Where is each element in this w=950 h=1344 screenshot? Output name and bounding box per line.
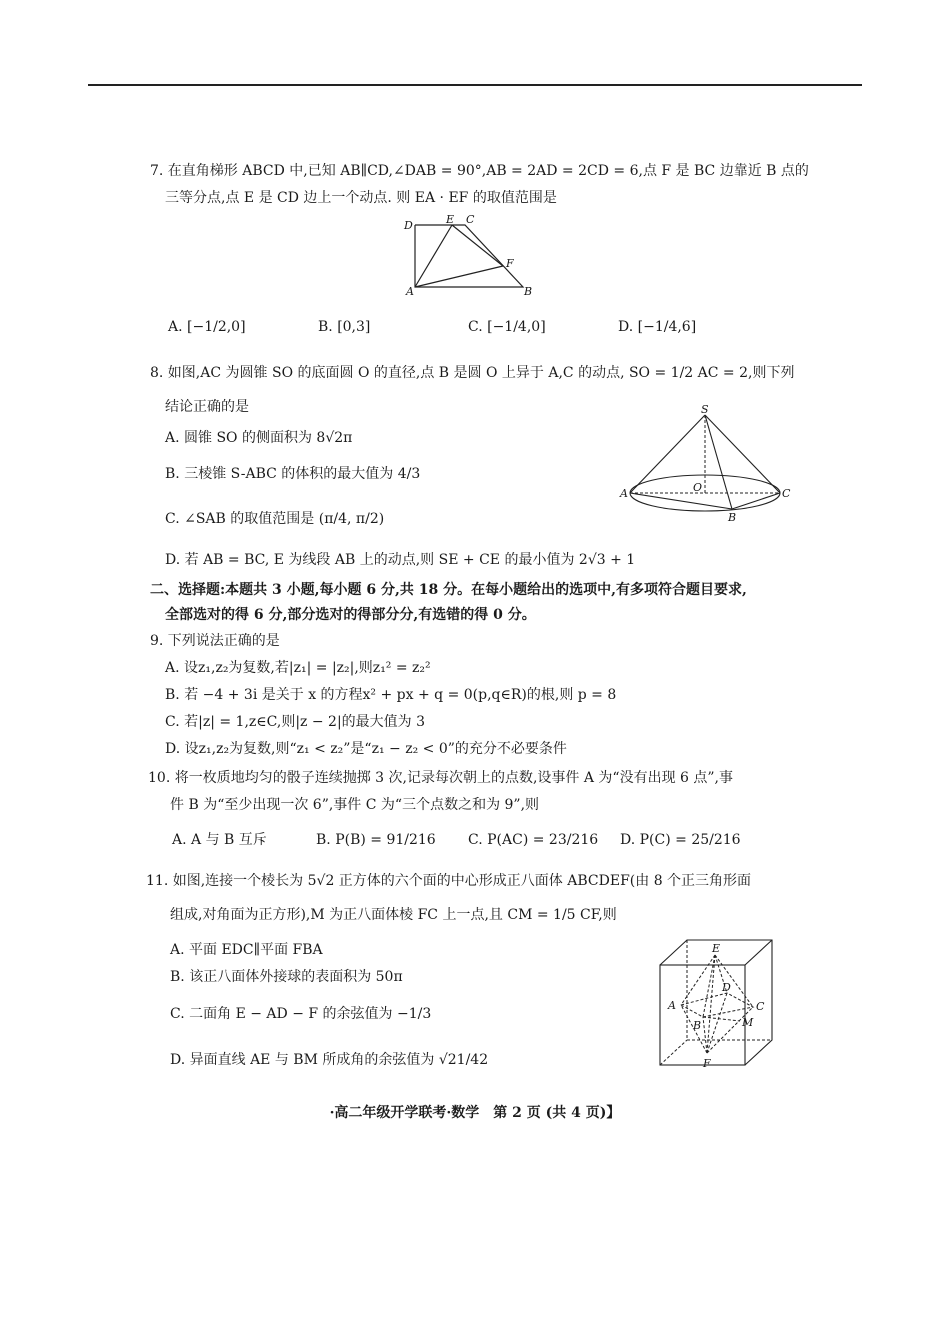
q11-label-m: M — [742, 1016, 754, 1029]
q10-option-d: D. P(C) = 25/216 — [620, 832, 741, 848]
q7-label-f: F — [506, 257, 514, 270]
q11-label-a: A — [668, 999, 676, 1012]
q7-line1: 7. 在直角梯形 ABCD 中,已知 AB∥CD,∠DAB = 90°,AB = 2AD = 2CD = 6,点 F 是 BC 边靠近 B 点的 — [150, 163, 809, 179]
q7-option-d: D. [−1/4,6] — [618, 319, 697, 335]
q11-line1: 11. 如图,连接一个棱长为 5√2 正方体的六个面的中心形成正八面体 ABCDEF(由 8 个正三角形面 — [146, 873, 752, 889]
q8-line1: 8. 如图,AC 为圆锥 SO 的底面圆 O 的直径,点 B 是圆 O 上异于 A,C 的动点, SO = 1/2 AC = 2,则下列 — [150, 365, 795, 381]
q10-line2: 件 B 为“至少出现一次 6”,事件 C 为“三个点数之和为 9”,则 — [170, 797, 540, 813]
q11-option-c: C. 二面角 E − AD − F 的余弦值为 −1/3 — [170, 1006, 432, 1022]
q11-label-f: F — [703, 1057, 711, 1070]
q7-option-a: A. [−1/2,0] — [168, 319, 246, 335]
q8-option-d: D. 若 AB = BC, E 为线段 AB 上的动点,则 SE + CE 的最小值为 2√3 + 1 — [165, 552, 636, 568]
q10-option-b: B. P(B) = 91/216 — [316, 832, 436, 848]
q11-option-a: A. 平面 EDC∥平面 FBA — [170, 942, 323, 958]
page-footer: ·高二年级开学联考·数学 第 2 页 (共 4 页)】 — [329, 1105, 621, 1121]
section2-line1: 二、选择题:本题共 3 小题,每小题 6 分,共 18 分。在每小题给出的选项中,有多项符合题目要求, — [150, 582, 747, 598]
q7-label-b: B — [524, 285, 533, 298]
q7-option-b: B. [0,3] — [318, 319, 371, 335]
q8-label-b: B — [728, 511, 737, 524]
top-rule — [88, 84, 862, 86]
q8-line2: 结论正确的是 — [165, 399, 249, 415]
section2-line2: 全部选对的得 6 分,部分选对的得部分分,有选错的得 0 分。 — [165, 607, 536, 623]
q10-line1: 10. 将一枚质地均匀的骰子连续抛掷 3 次,记录每次朝上的点数,设事件 A 为“没有出现 6 点”,事 — [148, 770, 734, 786]
q11-octahedron-cube-figure — [655, 935, 785, 1075]
q8-label-o: O — [693, 481, 703, 494]
q7-line2: 三等分点,点 E 是 CD 边上一个动点. 则 EA · EF 的取值范围是 — [165, 190, 557, 206]
q7-label-e: E — [446, 213, 455, 226]
q10-option-a: A. A 与 B 互斥 — [172, 832, 267, 848]
q11-line2: 组成,对角面为正方形),M 为正八面体棱 FC 上一点,且 CM = 1/5 CF,则 — [170, 907, 617, 923]
q11-option-d: D. 异面直线 AE 与 BM 所成角的余弦值为 √21/42 — [170, 1052, 489, 1068]
q7-label-c: C — [466, 213, 475, 226]
q8-label-c: C — [782, 487, 791, 500]
q8-label-s: S — [701, 403, 709, 416]
q11-label-e: E — [712, 942, 721, 955]
q7-option-c: C. [−1/4,0] — [468, 319, 546, 335]
q8-cone-figure — [620, 405, 790, 530]
q9-option-d: D. 设z₁,z₂为复数,则“z₁ < z₂”是“z₁ − z₂ < 0”的充分不必要条件 — [165, 741, 567, 757]
q11-label-c: C — [756, 1000, 765, 1013]
q9-line1: 9. 下列说法正确的是 — [150, 633, 280, 649]
q10-option-c: C. P(AC) = 23/216 — [468, 832, 599, 848]
q8-option-a: A. 圆锥 SO 的侧面积为 8√2π — [165, 430, 353, 446]
q11-label-b: B — [693, 1019, 702, 1032]
q8-label-a: A — [620, 487, 628, 500]
q9-option-c: C. 若|z| = 1,z∈C,则|z − 2|的最大值为 3 — [165, 714, 426, 730]
q8-option-b: B. 三棱锥 S-ABC 的体积的最大值为 4/3 — [165, 466, 421, 482]
q11-option-b: B. 该正八面体外接球的表面积为 50π — [170, 969, 403, 985]
q9-option-b: B. 若 −4 + 3i 是关于 x 的方程x² + px + q = 0(p,q∈R)的根,则 p = 8 — [165, 687, 617, 703]
q7-label-d: D — [404, 219, 413, 232]
q7-label-a: A — [406, 285, 414, 298]
q11-label-d: D — [722, 981, 731, 994]
q8-option-c: C. ∠SAB 的取值范围是 (π/4, π/2) — [165, 511, 385, 527]
q9-option-a: A. 设z₁,z₂为复数,若|z₁| = |z₂|,则z₁² = z₂² — [165, 660, 431, 676]
q7-trapezoid-figure — [400, 215, 560, 300]
